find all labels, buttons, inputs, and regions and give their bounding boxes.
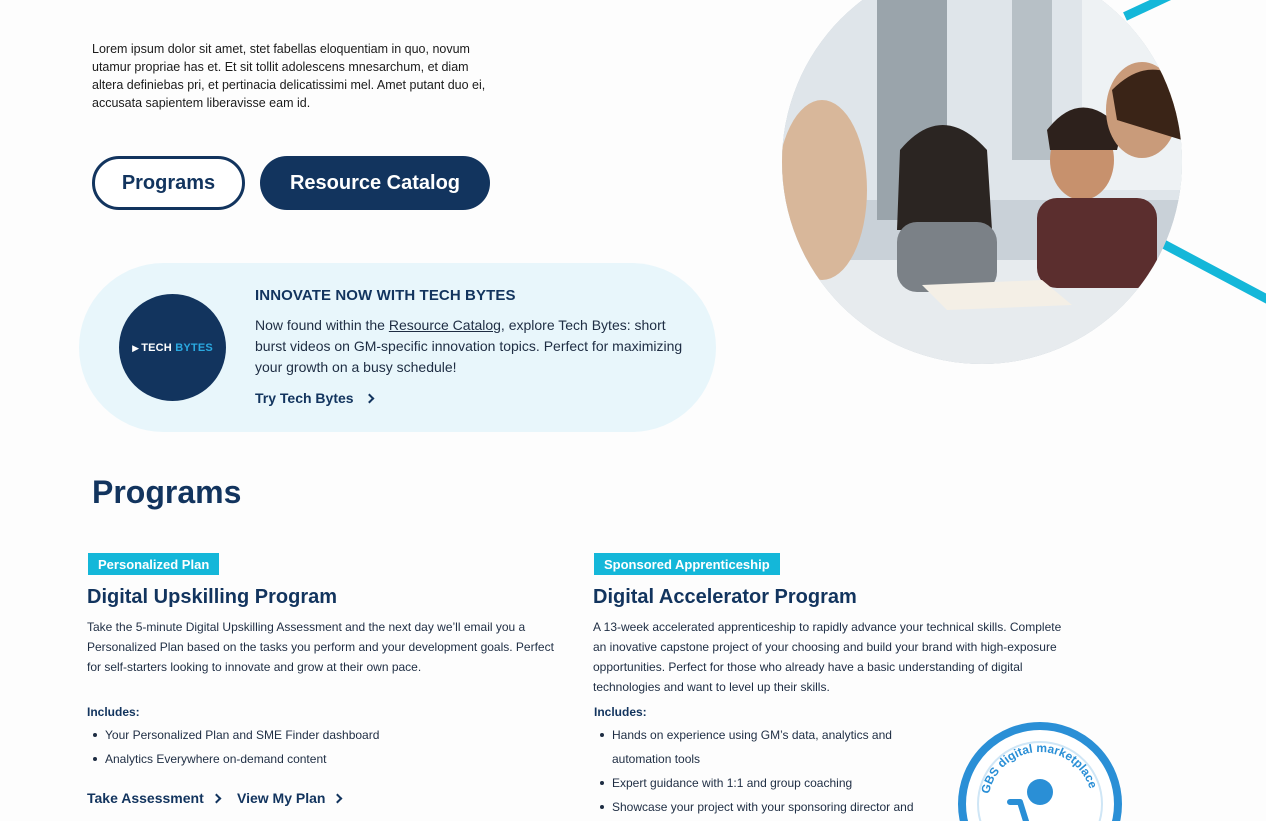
hero-photo bbox=[782, 0, 1182, 364]
digital-accelerator-includes-list bbox=[594, 723, 924, 819]
digital-accelerator-description: A 13-week accelerated apprenticeship to rapidly advance your technical skills. Complete an inovative capstone project of your choosing and build your brand with high-exposure opportunities. Perfect for those who already have a basic understanding of digital technologies and want to level up their skills. bbox=[593, 620, 1062, 694]
personalized-plan-tag: Personalized Plan bbox=[88, 553, 219, 575]
chevron-right-icon bbox=[333, 793, 343, 803]
list-item: Your Personalized Plan and SME Finder dashboard bbox=[87, 723, 557, 747]
intro-paragraph: Lorem ipsum dolor sit amet, stet fabellas eloquentiam in quo, novum utamur propriae has et. Et sit tollit adolescens mnesarchum, et diam altera definiebas pri, et pertinacia delicatissimi mel. Amet putant duo ei, accusata sapientem liberavisse eam id. bbox=[92, 42, 486, 110]
resource-catalog-link[interactable]: Resource Catalog bbox=[388, 317, 501, 333]
accent-stripe bbox=[1153, 236, 1266, 310]
hero-title-fragment bbox=[92, 0, 272, 4]
chevron-right-icon bbox=[211, 793, 221, 803]
tech-bytes-logo bbox=[119, 294, 226, 401]
digital-accelerator-title: Digital Accelerator Program bbox=[593, 586, 857, 608]
badge-text: GBS digital marketplace bbox=[978, 740, 1101, 796]
tech-bytes-heading: INNOVATE NOW WITH TECH BYTES bbox=[255, 287, 516, 304]
programs-button[interactable]: Programs bbox=[92, 156, 245, 210]
take-assessment-link[interactable]: Take Assessment bbox=[87, 790, 220, 806]
chevron-right-icon bbox=[364, 393, 374, 403]
tech-bytes-logo-word-2: BYTES bbox=[175, 341, 213, 354]
play-icon: ▶ bbox=[132, 342, 140, 353]
tech-bytes-logo-word-1: TECH bbox=[141, 341, 172, 354]
tech-bytes-description: Now found within the Resource Catalog, explore Tech Bytes: short burst videos on GM-specific innovation topics. Perfect for maximizing your growth on a busy schedule! bbox=[255, 317, 683, 375]
tech-bytes-promo bbox=[79, 263, 716, 432]
sponsored-apprenticeship-tag: Sponsored Apprenticeship bbox=[594, 553, 780, 575]
digital-upskilling-title: Digital Upskilling Program bbox=[87, 586, 338, 608]
hero-photo-area bbox=[720, 0, 1266, 380]
list-item: Expert guidance with 1:1 and group coaching bbox=[594, 771, 924, 795]
view-my-plan-link[interactable]: View My Plan bbox=[237, 790, 341, 806]
list-item: Analytics Everywhere on-demand content bbox=[87, 747, 557, 771]
list-item: Showcase your project with your sponsoring director and bbox=[594, 795, 924, 819]
programs-section-title: Programs bbox=[92, 474, 242, 510]
includes-label: Includes: bbox=[87, 705, 140, 719]
list-item: Hands on experience using GM’s data, analytics and automation tools bbox=[594, 723, 924, 771]
digital-upskilling-includes-list bbox=[87, 723, 557, 771]
digital-upskilling-description: Take the 5-minute Digital Upskilling Assessment and the next day we’ll email you a Personalized Plan based on the tasks you perform and your development goals. Perfect for self-starters looking to innovate and grow at their own pace. bbox=[87, 620, 554, 674]
includes-label: Includes: bbox=[594, 705, 647, 719]
resource-catalog-button[interactable]: Resource Catalog bbox=[260, 156, 490, 210]
gbs-marketplace-badge bbox=[958, 722, 1122, 821]
try-tech-bytes-link[interactable]: Try Tech Bytes bbox=[255, 390, 373, 406]
accent-stripe bbox=[1123, 0, 1266, 21]
